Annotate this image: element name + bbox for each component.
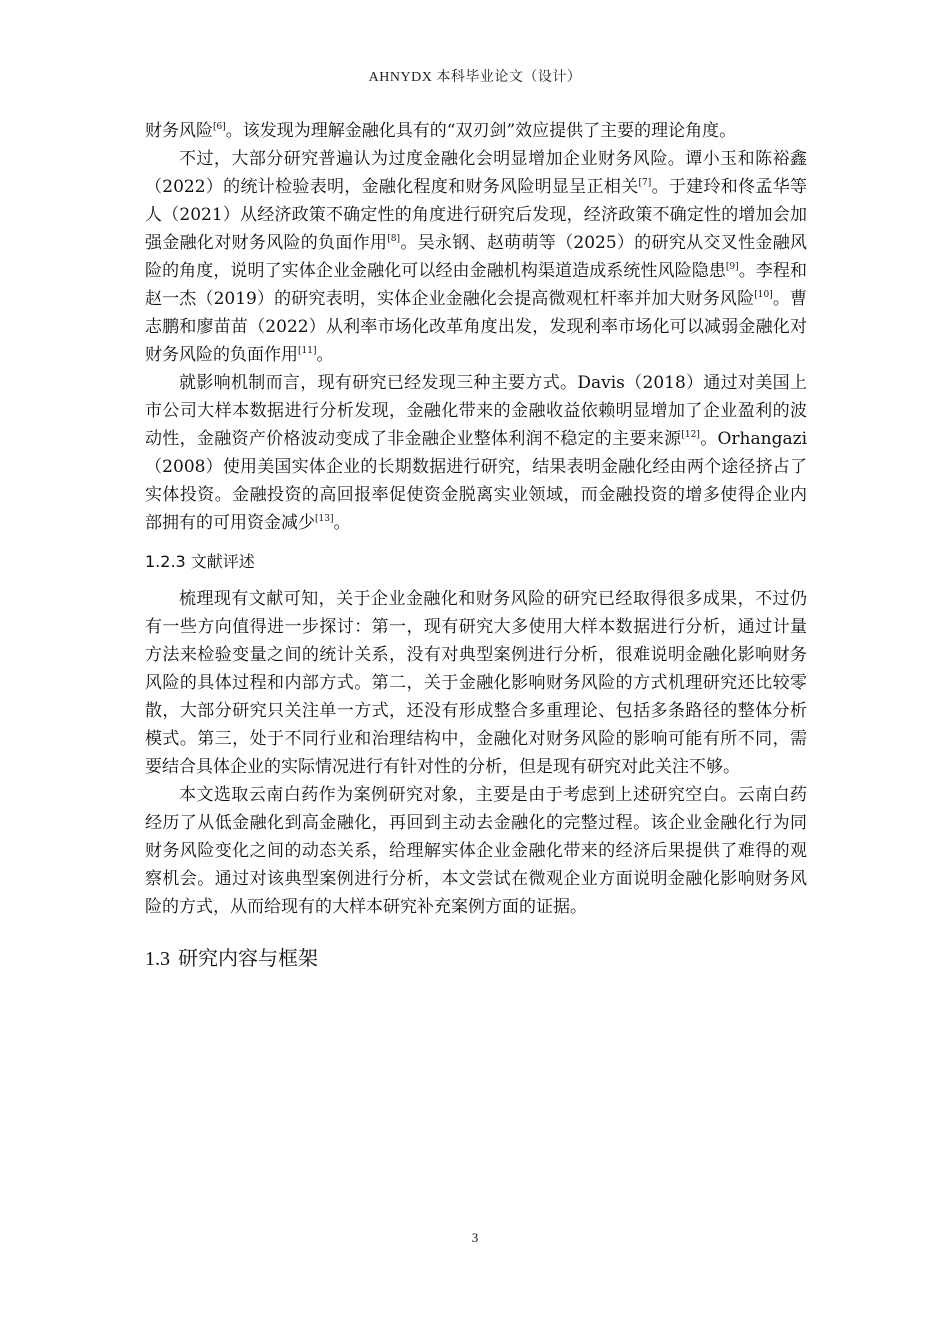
citation: [8] xyxy=(387,234,401,244)
paragraph: 本文选取云南白药作为案例研究对象，主要是由于考虑到上述研究空白。云南白药经历了从低金融化到高金融化，再回到主动去金融化的完整过程。该企业金融化行为同财务风险变化之间的动态关系，给理解实体企业金融化带来的经济后果提供了难得的观察机会。通过对该典型案例进行分析，本文尝试在微观企业方面说明金融化影响财务风险的方式，从而给现有的大样本研究补充案例方面的证据。 xyxy=(145,785,807,917)
paragraph: 就影响机制而言，现有研究已经发现三种主要方式。Davis（2018）通过对美国上市公司大样本数据进行分析发现，金融化带来的金融收益依赖明显增加了企业盈利的波动性，金融资产价格波动变成了非金融企业整体利润不稳定的主要来源[12]。Orhangazi（2008）使用美国实体企业的长期数据进行研究，结果表明金融化经由两个途径挤占了实体投资。金融投资的高回报率促使资金脱离实业领域，而金融投资的增多使得企业内部拥有的可用资金减少[13]。 xyxy=(145,373,808,533)
citation: [7] xyxy=(638,178,652,188)
paragraph: 财务风险[6]。该发现为理解金融化具有的“双刃剑”效应提供了主要的理论角度。 xyxy=(145,121,737,141)
chapter-heading: 1.3 研究内容与框架 xyxy=(145,946,318,970)
citation: [10] xyxy=(754,290,773,300)
paragraph: 梳理现有文献可知，关于企业金融化和财务风险的研究已经取得很多成果，不过仍有一些方向值得进一步探讨：第一，现有研究大多使用大样本数据进行分析，通过计量方法来检验变量之间的统计关系，没有对典型案例进行分析，很难说明金融化影响财务风险的具体过程和内部方式。第二，关于金融化影响财务风险的方式机理研究还比较零散，大部分研究只关注单一方式，还没有形成整合多重理论、包括多条路径的整体分析模式。第三，处于不同行业和治理结构中，金融化对财务风险的影响可能有所不同，需要结合具体企业的实际情况进行有针对性的分析，但是现有研究对此关注不够。 xyxy=(145,589,807,777)
running-header: AHNYDX 本科毕业论文（设计） xyxy=(368,70,582,85)
citation: [13] xyxy=(315,514,334,524)
citation: [12] xyxy=(681,430,700,440)
body-text xyxy=(145,117,807,974)
citation: [11] xyxy=(298,346,317,356)
page-number: 3 xyxy=(471,1230,479,1245)
section-heading: 1.2.3 文献评述 xyxy=(145,552,255,571)
citation: [9] xyxy=(725,262,739,272)
paragraph: 不过，大部分研究普遍认为过度金融化会明显增加企业财务风险。谭小玉和陈裕鑫（2022）的统计检验表明，金融化程度和财务风险明显呈正相关[7]。于建玲和佟孟华等人（2021）从经济政策不确定性的角度进行研究后发现，经济政策不确定性的增加会加强金融化对财务风险的负面作用[8]。吴永钢、赵萌萌等（2025）的研究从交叉性金融风险的角度，说明了实体企业金融化可以经由金融机构渠道造成系统性风险隐患[9]。李程和赵一杰（2019）的研究表明，实体企业金融化会提高微观杠杆率并加大财务风险[10]。曹志鹏和廖苗苗（2022）从利率市场化改革角度出发，发现利率市场化可以减弱金融化对财务风险的负面作用[11]。 xyxy=(145,149,808,365)
citation: [6] xyxy=(213,122,226,132)
